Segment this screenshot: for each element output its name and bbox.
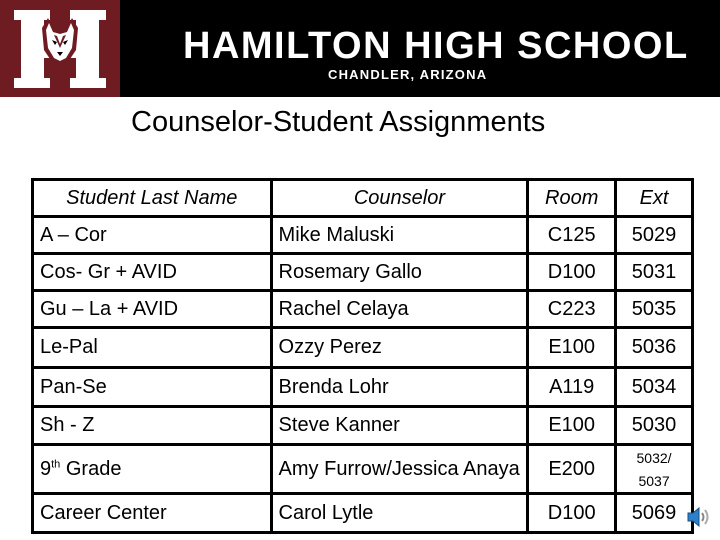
table-row <box>33 368 693 407</box>
cell-ext: 5069 <box>616 494 693 533</box>
school-logo <box>0 0 120 97</box>
cell-counselor: Rosemary Gallo <box>271 254 528 291</box>
ninth-number: 9 <box>40 457 52 480</box>
cell-ext: 5036 <box>616 328 693 368</box>
header-counselor: Counselor <box>271 180 528 217</box>
cell-counselor: Steve Kanner <box>271 407 528 445</box>
cell-ext: 5029 <box>616 217 693 254</box>
cell-room: E100 <box>528 407 616 445</box>
school-name: HAMILTON HIGH SCHOOL <box>183 25 689 67</box>
header-room: Room <box>528 180 616 217</box>
cell-name-range: Career Center <box>33 494 272 533</box>
cell-ext: 5030 <box>616 407 693 445</box>
cell-ext: 5034 <box>616 368 693 407</box>
cell-name-range: Pan-Se <box>33 368 272 407</box>
cell-counselor: Rachel Celaya <box>271 291 528 328</box>
cell-name-range: Cos- Gr + AVID <box>33 254 272 291</box>
table-row <box>33 494 693 533</box>
table-row <box>33 445 693 494</box>
school-location: CHANDLER, ARIZONA <box>328 67 488 82</box>
ext-line-2: 5037 <box>638 473 670 489</box>
header-banner <box>0 0 720 97</box>
ninth-suffix: th <box>51 457 61 470</box>
cell-name-range: Le-Pal <box>33 328 272 368</box>
cell-room: D100 <box>528 254 616 291</box>
cell-name-range <box>33 445 272 494</box>
header-student-last-name: Student Last Name <box>33 180 272 217</box>
page-title: Counselor-Student Assignments <box>131 106 546 138</box>
speaker-icon[interactable] <box>686 505 712 534</box>
cell-name-range: Sh - Z <box>33 407 272 445</box>
cell-room: E100 <box>528 328 616 368</box>
table-row <box>33 328 693 368</box>
assignments-table <box>31 178 694 534</box>
header-ext: Ext <box>616 180 693 217</box>
ext-line-1: 5032/ <box>636 450 672 466</box>
cell-room: A119 <box>528 368 616 407</box>
cell-counselor: Ozzy Perez <box>271 328 528 368</box>
cell-ext: 5035 <box>616 291 693 328</box>
husky-logo-icon <box>0 0 120 97</box>
cell-counselor: Brenda Lohr <box>271 368 528 407</box>
cell-counselor: Mike Maluski <box>271 217 528 254</box>
cell-name-range: Gu – La + AVID <box>33 291 272 328</box>
table-row <box>33 254 693 291</box>
table-row <box>33 217 693 254</box>
cell-room: D100 <box>528 494 616 533</box>
ninth-grade-word: Grade <box>60 457 122 480</box>
cell-counselor: Carol Lytle <box>271 494 528 533</box>
cell-room: C223 <box>528 291 616 328</box>
cell-ext: 5031 <box>616 254 693 291</box>
cell-counselor: Amy Furrow/Jessica Anaya <box>271 445 528 494</box>
cell-ext <box>616 445 693 494</box>
cell-name-range: A – Cor <box>33 217 272 254</box>
table-row <box>33 407 693 445</box>
table-row <box>33 291 693 328</box>
cell-room: E200 <box>528 445 616 494</box>
table-header-row <box>33 180 693 217</box>
cell-room: C125 <box>528 217 616 254</box>
